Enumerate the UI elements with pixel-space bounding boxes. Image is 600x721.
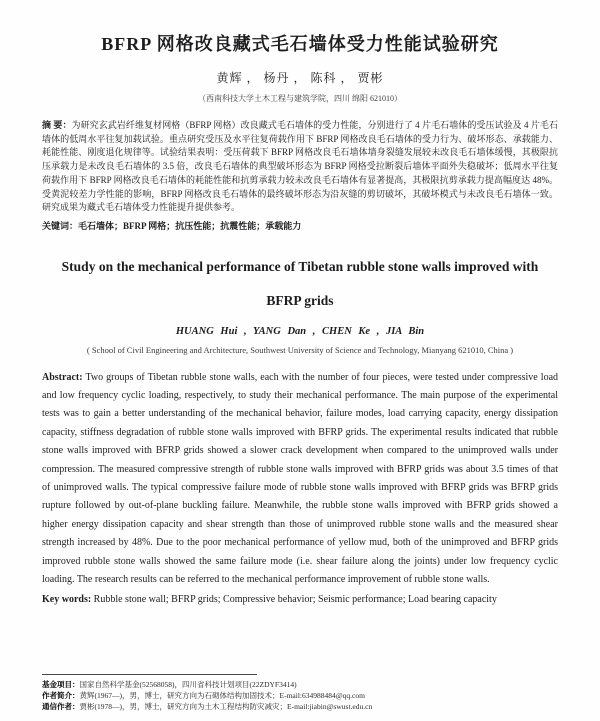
footnote-corr-label: 通信作者： bbox=[42, 702, 80, 711]
keywords-en-label: Key words: bbox=[42, 593, 92, 605]
footnote-corr-text: 贾彬(1978—)，男，博士，研究方向为土木工程结构防灾减灾；E-mail:jiabin@swust.edu.cn bbox=[79, 702, 373, 711]
paper-title-en: Study on the mechanical performance of Tibetan rubble stone walls improved with BFRP grids bbox=[61, 258, 539, 308]
keywords-zh-text: 毛石墙体；BFRP 网格；抗压性能；抗震性能；承载能力 bbox=[78, 220, 302, 231]
affiliation-zh: （西南科技大学土木工程与建筑学院，四川 绵阳 621010） bbox=[198, 94, 402, 103]
abstract-en-label: Abstract: bbox=[42, 371, 83, 383]
footnote-bio-text: 黄辉(1967—)，男，博士，研究方向为石砌体结构加固技术；E-mail:634988484@qq.com bbox=[79, 691, 365, 700]
authors-en: HUANG Hui , YANG Dan , CHEN Ke , JIA Bin bbox=[175, 325, 425, 337]
footnote-fund-text: 国家自然科学基金(52568058)，四川省科技计划项目(22ZDYF3414) bbox=[79, 680, 297, 689]
authors-zh: 黄辉 ， 杨丹 ， 陈科 ， 贾彬 bbox=[216, 71, 384, 85]
abstract-zh bbox=[42, 119, 558, 215]
paper-title-zh: BFRP 网格改良藏式毛石墙体受力性能试验研究 bbox=[101, 34, 499, 54]
footnote-bio-label: 作者简介： bbox=[42, 691, 80, 700]
footnote-corresponding-author bbox=[42, 701, 558, 712]
affiliation-en: ( School of Civil Engineering and Architecture, Southwest University of Science and Technology, Mianyang 621010, China ) bbox=[86, 344, 514, 355]
abstract-en bbox=[42, 369, 558, 590]
footnote-fund-label: 基金项目： bbox=[42, 680, 80, 689]
abstract-zh-text: 为研究玄武岩纤维复材网格（BFRP 网格）改良藏式毛石墙体的受力性能，分别进行了 4 片毛石墙体的受压试验及 4 片毛石墙体的低周水平往复加载试验。重点研究受压及水平往复荷载作用下 BFRP 网格改良毛石墙体的受力行为、破坏形态、承载能力、耗能性能、刚度退化规律等。试验结果表明：受压荷载下 BFRP 网格改良毛石墙体墙身裂缝发展较未改良毛石墙体缓慢，其极限抗压承载力是未改良毛石墙体的 3.5 倍，改良毛石墙体的典型破坏形态为 BFRP 网格受拉断裂后墙体平面外失稳破坏；低周水平往复荷载作用下 BFRP 网格改良毛石墙体的耗能性能和抗剪承载力较未改良毛石墙体有显著提高，其极限抗剪承载力提高幅度达 48%。受黄泥较差力学性能的影响，BFRP 网格改良毛石墙体的最终破坏形态为沿灰缝的剪切破坏，其破坏模式与未改良毛石墙体一致。研究成果为藏式毛石墙体受力性能提升提供参考。 bbox=[42, 120, 558, 213]
footnotes-section bbox=[42, 674, 558, 712]
footnote-fund bbox=[42, 679, 558, 690]
keywords-zh-label: 关键词： bbox=[42, 220, 79, 231]
footnote-author-bio bbox=[42, 690, 558, 701]
abstract-zh-label: 摘 要： bbox=[42, 120, 72, 130]
keywords-en bbox=[42, 591, 558, 609]
keywords-en-text: Rubble stone wall; BFRP grids; Compressive behavior; Seismic performance; Load bearing capacity bbox=[93, 593, 497, 605]
footnote-divider bbox=[42, 674, 257, 675]
abstract-en-text: Two groups of Tibetan rubble stone walls, each with the number of four pieces, were tested under compressive load and low frequency cyclic loading, respectively, to study their mechanical performance. The main purpose of the experimental tests was to gain a better understanding of the mechanical behavior, failure modes, load carrying capacity, energy dissipation capacity, stiffness degradation of rubble stone walls improved with BFRP grids. The experimental results indicated that rubble stone walls improved with BFRP grids showed a slower crack development when compared to the unimproved walls under compression. The measured compressive strength of rubble stone walls improved with BFRP grids was about 3.5 times of that of unimproved walls. The typical compressive failure mode of rubble stone walls improved with BFRP grids was BFRP grids rupture followed by out-of-plane buckling failure. Meanwhile, the rubble stone walls improved with BFRP grids showed a higher energy dissipation capacity and shear strength than those of unimproved rubble stone walls and the measured shear strength increased by 48%. Due to the poor mechanical performance of yellow mud, both of the unimproved and BFRP grids improved rubble stone walls showed the same failure mode (i.e. shear failure along the joints) under low frequency cyclic loading. The research results can be referred to the mechanical performance improvement of rubble stone walls. bbox=[42, 371, 559, 586]
keywords-zh bbox=[42, 220, 558, 234]
